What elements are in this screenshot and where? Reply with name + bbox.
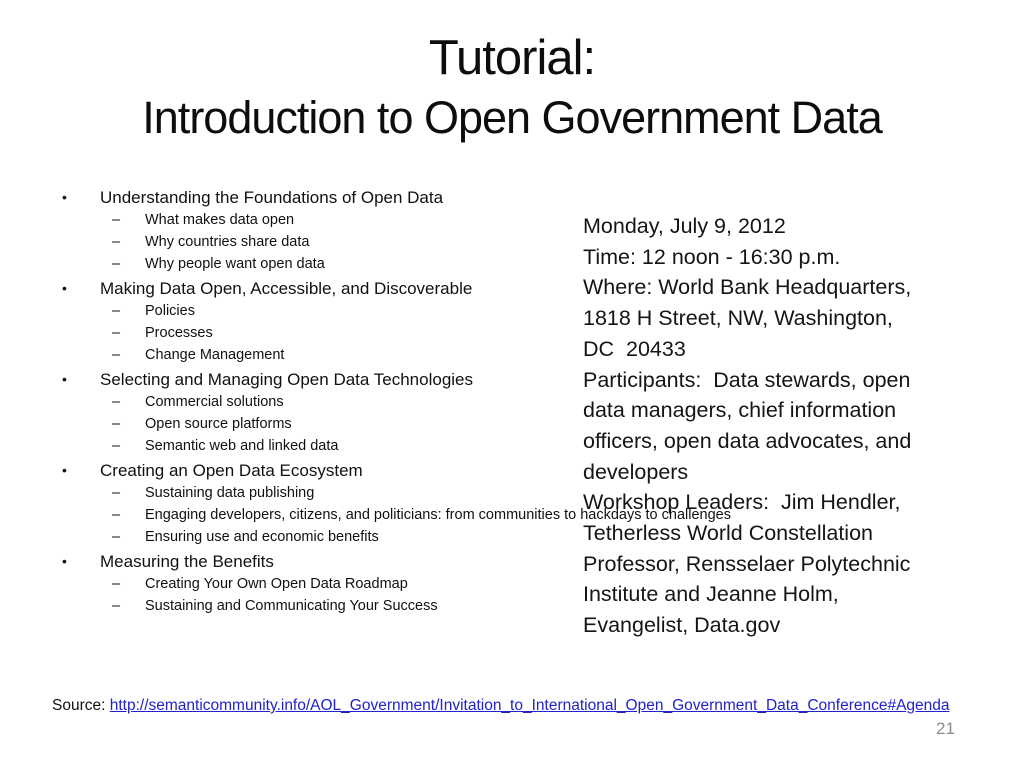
- dash-icon: –: [112, 212, 121, 228]
- dash-icon: –: [112, 347, 121, 363]
- event-details-line: developers: [583, 459, 689, 484]
- bullet-icon: •: [62, 189, 67, 205]
- agenda-sub-item-label: Open source platforms: [145, 416, 292, 432]
- bullet-icon: •: [62, 371, 67, 387]
- bullet-icon: •: [62, 280, 67, 296]
- dash-icon: –: [112, 507, 121, 523]
- agenda-sub-item-label: Processes: [145, 325, 213, 341]
- agenda-sub-item-label: Commercial solutions: [145, 394, 284, 410]
- event-details-line: data managers, chief information: [583, 398, 897, 423]
- bullet-icon: •: [62, 462, 67, 478]
- agenda-item-label: Understanding the Foundations of Open Data: [100, 188, 444, 207]
- agenda-item-label: Selecting and Managing Open Data Technologies: [100, 370, 474, 389]
- event-details-line: officers, open data advocates, and: [583, 428, 912, 453]
- page-number: 21: [936, 719, 955, 738]
- dash-icon: –: [112, 256, 121, 272]
- dash-icon: –: [112, 598, 121, 614]
- dash-icon: –: [112, 303, 121, 319]
- agenda-item-label: Making Data Open, Accessible, and Discoverable: [100, 279, 473, 298]
- agenda-sub-item-label: What makes data open: [145, 212, 295, 228]
- agenda-sub-item-label: Ensuring use and economic benefits: [145, 529, 379, 545]
- source-label: Source:: [52, 697, 110, 714]
- event-details-line: Time: 12 noon - 16:30 p.m.: [583, 244, 841, 269]
- event-details-line: Workshop Leaders: Jim Hendler,: [583, 490, 901, 515]
- event-details-line: 1818 H Street, NW, Washington,: [583, 306, 893, 331]
- dash-icon: –: [112, 485, 121, 501]
- dash-icon: –: [112, 576, 121, 592]
- source-line: [52, 697, 950, 715]
- event-details-line: Evangelist, Data.gov: [583, 613, 781, 638]
- agenda-item-label: Creating an Open Data Ecosystem: [100, 461, 363, 480]
- agenda-sub-item-label: Policies: [145, 303, 195, 319]
- dash-icon: –: [112, 234, 121, 250]
- title-line-1: Tutorial:: [428, 31, 596, 85]
- agenda-sub-item-label: Sustaining data publishing: [145, 485, 315, 501]
- source-link[interactable]: http://semanticommunity.info/AOL_Government/Invitation_to_International_Open_Government_Data_Conference#Agenda: [109, 697, 950, 714]
- dash-icon: –: [112, 416, 121, 432]
- bullet-icon: •: [62, 553, 67, 569]
- event-details-line: Tetherless World Constellation: [583, 521, 873, 546]
- agenda-sub-item-label: Creating Your Own Open Data Roadmap: [145, 576, 408, 592]
- agenda-sub-item-label: Why people want open data: [145, 256, 325, 272]
- slide-title: [0, 28, 1024, 148]
- event-details-line: Where: World Bank Headquarters,: [583, 275, 912, 300]
- event-details-line: DC 20433: [583, 336, 686, 361]
- agenda-sub-item-label: Why countries share data: [145, 234, 310, 250]
- dash-icon: –: [112, 394, 121, 410]
- title-line-2: Introduction to Open Government Data: [142, 92, 882, 143]
- event-details: [583, 211, 963, 641]
- agenda-item-label: Measuring the Benefits: [100, 552, 274, 571]
- event-details-line: Institute and Jeanne Holm,: [583, 582, 839, 607]
- agenda-item: [52, 186, 892, 209]
- event-details-line: Professor, Rensselaer Polytechnic: [583, 551, 911, 576]
- agenda-sub-item-label: Change Management: [145, 347, 285, 363]
- dash-icon: –: [112, 325, 121, 341]
- agenda-sub-item-label: Sustaining and Communicating Your Success: [145, 598, 438, 614]
- dash-icon: –: [112, 529, 121, 545]
- agenda-sub-item-label: Semantic web and linked data: [145, 438, 339, 454]
- dash-icon: –: [112, 438, 121, 454]
- event-details-line: Monday, July 9, 2012: [583, 214, 786, 238]
- event-details-line: Participants: Data stewards, open: [583, 367, 911, 392]
- agenda-sub-item-label: Engaging developers, citizens, and politicians: from communities to hackdays to challenges: [145, 507, 731, 523]
